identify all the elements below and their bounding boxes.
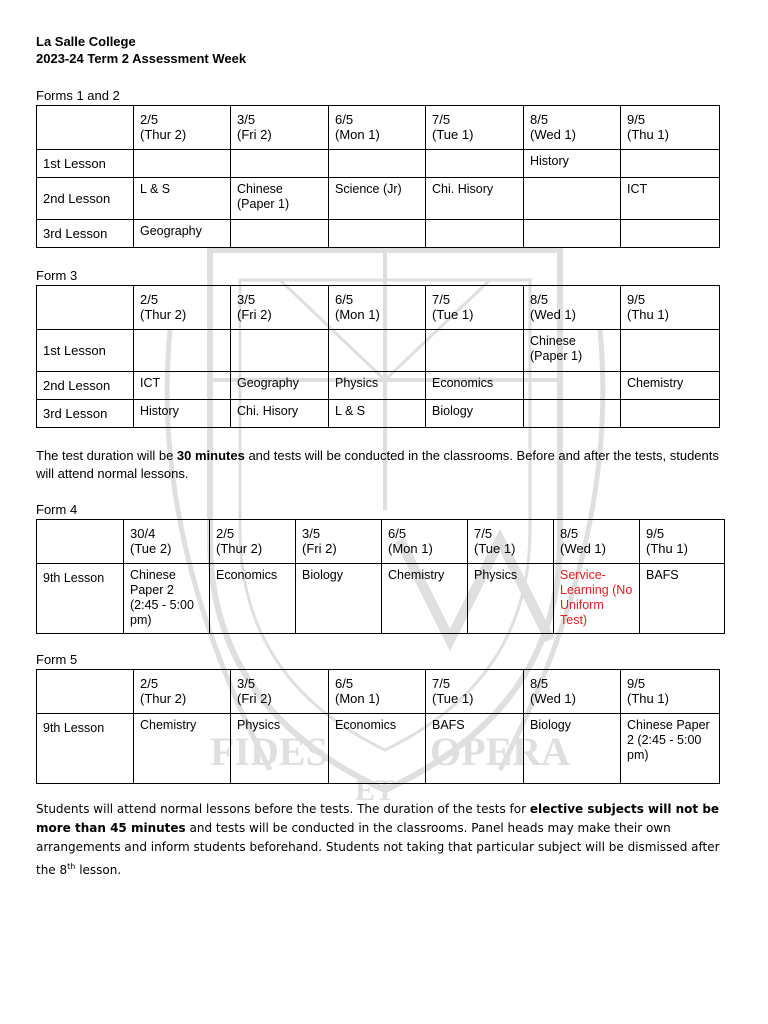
day-header: 7/5 (Tue 1)	[426, 286, 524, 330]
table-cell	[134, 150, 231, 178]
corner-cell	[37, 520, 124, 564]
table-cell: ICT	[134, 372, 231, 400]
table-cell: Chinese Paper 2 (2:45 - 5:00 pm)	[124, 564, 210, 634]
table-cell: Biology	[524, 714, 621, 784]
document-title: 2023-24 Term 2 Assessment Week	[36, 51, 247, 66]
row-label: 1st Lesson	[37, 330, 134, 372]
table-header-row	[37, 286, 720, 330]
table-cell: Chemistry	[134, 714, 231, 784]
day-header: 9/5 (Thu 1)	[621, 286, 720, 330]
table-cell: L & S	[134, 178, 231, 220]
row-label: 2nd Lesson	[37, 178, 134, 220]
table-cell: Chemistry	[382, 564, 468, 634]
table-cell: Physics	[231, 714, 329, 784]
document-header	[36, 33, 246, 67]
day-header: 6/5 (Mon 1)	[329, 286, 426, 330]
corner-cell	[37, 106, 134, 150]
table-row	[37, 372, 720, 400]
table-cell: History	[134, 400, 231, 428]
section-label-form-5: Form 5	[36, 652, 78, 667]
form-3-table	[36, 285, 720, 428]
table-cell	[621, 150, 720, 178]
row-label: 9th Lesson	[37, 714, 134, 784]
watermark-word-2: ET	[355, 774, 396, 807]
test-duration-note: The test duration will be 30 minutes and tests will be conducted in the classrooms. Before and after the tests, students will attend normal lessons.	[36, 448, 719, 481]
table-row	[37, 178, 720, 220]
day-header: 8/5 (Wed 1)	[524, 670, 621, 714]
table-row	[37, 564, 725, 634]
table-row	[37, 400, 720, 428]
table-row	[37, 220, 720, 248]
section-label-forms-1-2: Forms 1 and 2	[36, 88, 120, 103]
form-5-table	[36, 669, 720, 784]
table-header-row	[37, 106, 720, 150]
table-cell	[621, 400, 720, 428]
day-header: 3/5 (Fri 2)	[231, 670, 329, 714]
day-header: 9/5 (Thu 1)	[621, 106, 720, 150]
table-cell: ICT	[621, 178, 720, 220]
table-cell	[524, 400, 621, 428]
table-cell	[231, 330, 329, 372]
day-header: 6/5 (Mon 1)	[382, 520, 468, 564]
row-label: 2nd Lesson	[37, 372, 134, 400]
table-cell	[231, 150, 329, 178]
form-4-table	[36, 519, 725, 634]
table-cell: History	[524, 150, 621, 178]
row-label: 3rd Lesson	[37, 400, 134, 428]
day-header: 2/5 (Thur 2)	[134, 286, 231, 330]
table-cell	[426, 150, 524, 178]
table-cell: Economics	[210, 564, 296, 634]
corner-cell	[37, 670, 134, 714]
day-header: 6/5 (Mon 1)	[329, 670, 426, 714]
day-header: 8/5 (Wed 1)	[524, 106, 621, 150]
row-label: 9th Lesson	[37, 564, 124, 634]
table-header-row	[37, 520, 725, 564]
table-row	[37, 150, 720, 178]
day-header: 2/5 (Thur 2)	[210, 520, 296, 564]
table-cell	[134, 330, 231, 372]
table-cell: Chinese (Paper 1)	[231, 178, 329, 220]
table-row	[37, 330, 720, 372]
section-label-form-3: Form 3	[36, 268, 78, 283]
table-cell	[621, 330, 720, 372]
table-cell: Chi. Hisory	[231, 400, 329, 428]
table-cell	[524, 372, 621, 400]
table-cell: Biology	[426, 400, 524, 428]
row-label: 3rd Lesson	[37, 220, 134, 248]
table-cell	[329, 330, 426, 372]
day-header: 7/5 (Tue 1)	[426, 670, 524, 714]
table-cell: BAFS	[426, 714, 524, 784]
row-label: 1st Lesson	[37, 150, 134, 178]
day-header: 3/5 (Fri 2)	[231, 106, 329, 150]
watermark-word-3: OPERA	[430, 729, 570, 774]
section-label-form-4: Form 4	[36, 502, 78, 517]
highlighted-cell: Service-Learning (No Uniform Test)	[554, 564, 640, 634]
table-cell	[524, 178, 621, 220]
day-header: 3/5 (Fri 2)	[296, 520, 382, 564]
day-header: 2/5 (Thur 2)	[134, 106, 231, 150]
table-cell: Economics	[426, 372, 524, 400]
forms-1-2-table	[36, 105, 720, 248]
table-cell: Geography	[231, 372, 329, 400]
table-cell: Chemistry	[621, 372, 720, 400]
table-cell: BAFS	[640, 564, 725, 634]
day-header: 9/5 (Thu 1)	[640, 520, 725, 564]
day-header: 6/5 (Mon 1)	[329, 106, 426, 150]
day-header: 30/4 (Tue 2)	[124, 520, 210, 564]
day-header: 8/5 (Wed 1)	[524, 286, 621, 330]
table-cell	[329, 220, 426, 248]
table-cell: Biology	[296, 564, 382, 634]
day-header: 7/5 (Tue 1)	[426, 106, 524, 150]
table-cell: Chinese Paper 2 (2:45 - 5:00 pm)	[621, 714, 720, 784]
table-cell	[621, 220, 720, 248]
table-cell: Physics	[468, 564, 554, 634]
table-cell: Chinese (Paper 1)	[524, 330, 621, 372]
day-header: 8/5 (Wed 1)	[554, 520, 640, 564]
corner-cell	[37, 286, 134, 330]
table-row	[37, 714, 720, 784]
table-cell	[426, 330, 524, 372]
day-header: 9/5 (Thu 1)	[621, 670, 720, 714]
day-header: 3/5 (Fri 2)	[231, 286, 329, 330]
table-cell	[426, 220, 524, 248]
table-cell: Science (Jr)	[329, 178, 426, 220]
school-name: La Salle College	[36, 34, 136, 49]
table-header-row	[37, 670, 720, 714]
table-cell: L & S	[329, 400, 426, 428]
table-cell	[329, 150, 426, 178]
table-cell	[231, 220, 329, 248]
table-cell	[524, 220, 621, 248]
table-cell: Geography	[134, 220, 231, 248]
day-header: 2/5 (Thur 2)	[134, 670, 231, 714]
table-cell: Economics	[329, 714, 426, 784]
watermark-word-1: FIDES	[210, 729, 328, 774]
day-header: 7/5 (Tue 1)	[468, 520, 554, 564]
elective-tests-note: Students will attend normal lessons before the tests. The duration of the tests for elective subjects will not be more than 45 minutes and tests will be conducted in the classrooms. Panel heads may make their own arrangements and inform students beforehand. Students not taking that particular subject will be dismissed after the 8th lesson.	[36, 802, 720, 877]
table-cell: Physics	[329, 372, 426, 400]
table-cell: Chi. Hisory	[426, 178, 524, 220]
